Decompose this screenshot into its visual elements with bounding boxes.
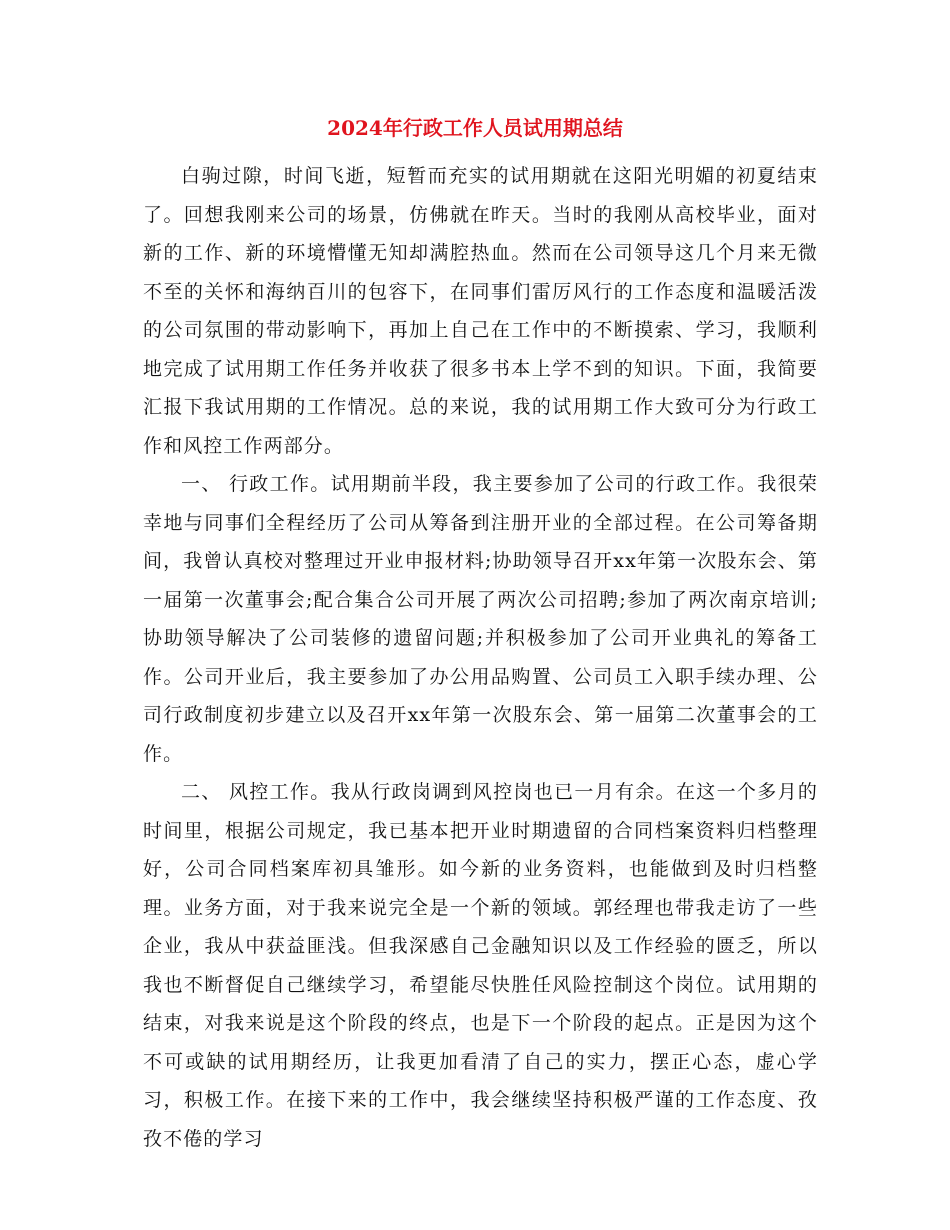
- document-body: [143, 157, 818, 1158]
- document-title: 2024年行政工作人员试用期总结: [327, 116, 623, 140]
- paragraph-risk-control-work: 二、 风控工作。我从行政岗调到风控岗也已一月有余。在这一个多月的时间里，根据公司规定，我已基本把开业时期遗留的合同档案资料归档整理好，公司合同档案库初具雏形。如今新的业务资料，也能做到及时归档整理。业务方面，对于我来说完全是一个新的领域。郭经理也带我走访了一些企业，我从中获益匪浅。但我深感自己金融知识以及工作经验的匮乏，所以我也不断督促自己继续学习，希望能尽快胜任风险控制这个岗位。试用期的结束，对我来说是这个阶段的终点，也是下一个阶段的起点。正是因为这个不可或缺的试用期经历，让我更加看清了自己的实力，摆正心态，虚心学习，积极工作。在接下来的工作中，我会继续坚持积极严谨的工作态度、孜孜不倦的学习: [143, 781, 818, 1150]
- paragraph-intro: 白驹过隙，时间飞逝，短暂而充实的试用期就在这阳光明媚的初夏结束了。回想我刚来公司的场景，仿佛就在昨天。当时的我刚从高校毕业，面对新的工作、新的环境懵懂无知却满腔热血。然而在公司领导这几个月来无微不至的关怀和海纳百川的包容下，在同事们雷厉风行的工作态度和温暖活泼的公司氛围的带动影响下，再加上自己在工作中的不断摸索、学习，我顺利地完成了试用期工作任务并收获了很多书本上学不到的知识。下面，我简要汇报下我试用期的工作情况。总的来说，我的试用期工作大致可分为行政工作和风控工作两部分。: [143, 165, 818, 457]
- paragraph-admin-work: 一、 行政工作。试用期前半段，我主要参加了公司的行政工作。我很荣幸地与同事们全程经历了公司从筹备到注册开业的全部过程。在公司筹备期间，我曾认真校对整理过开业申报材料;协助领导召开xx年第一次股东会、第一届第一次董事会;配合集合公司开展了两次公司招聘;参加了两次南京培训;协助领导解决了公司装修的遗留问题;并积极参加了公司开业典礼的筹备工作。公司开业后，我主要参加了办公用品购置、公司员工入职手续办理、公司行政制度初步建立以及召开xx年第一次股东会、第一届第二次董事会的工作。: [143, 473, 818, 765]
